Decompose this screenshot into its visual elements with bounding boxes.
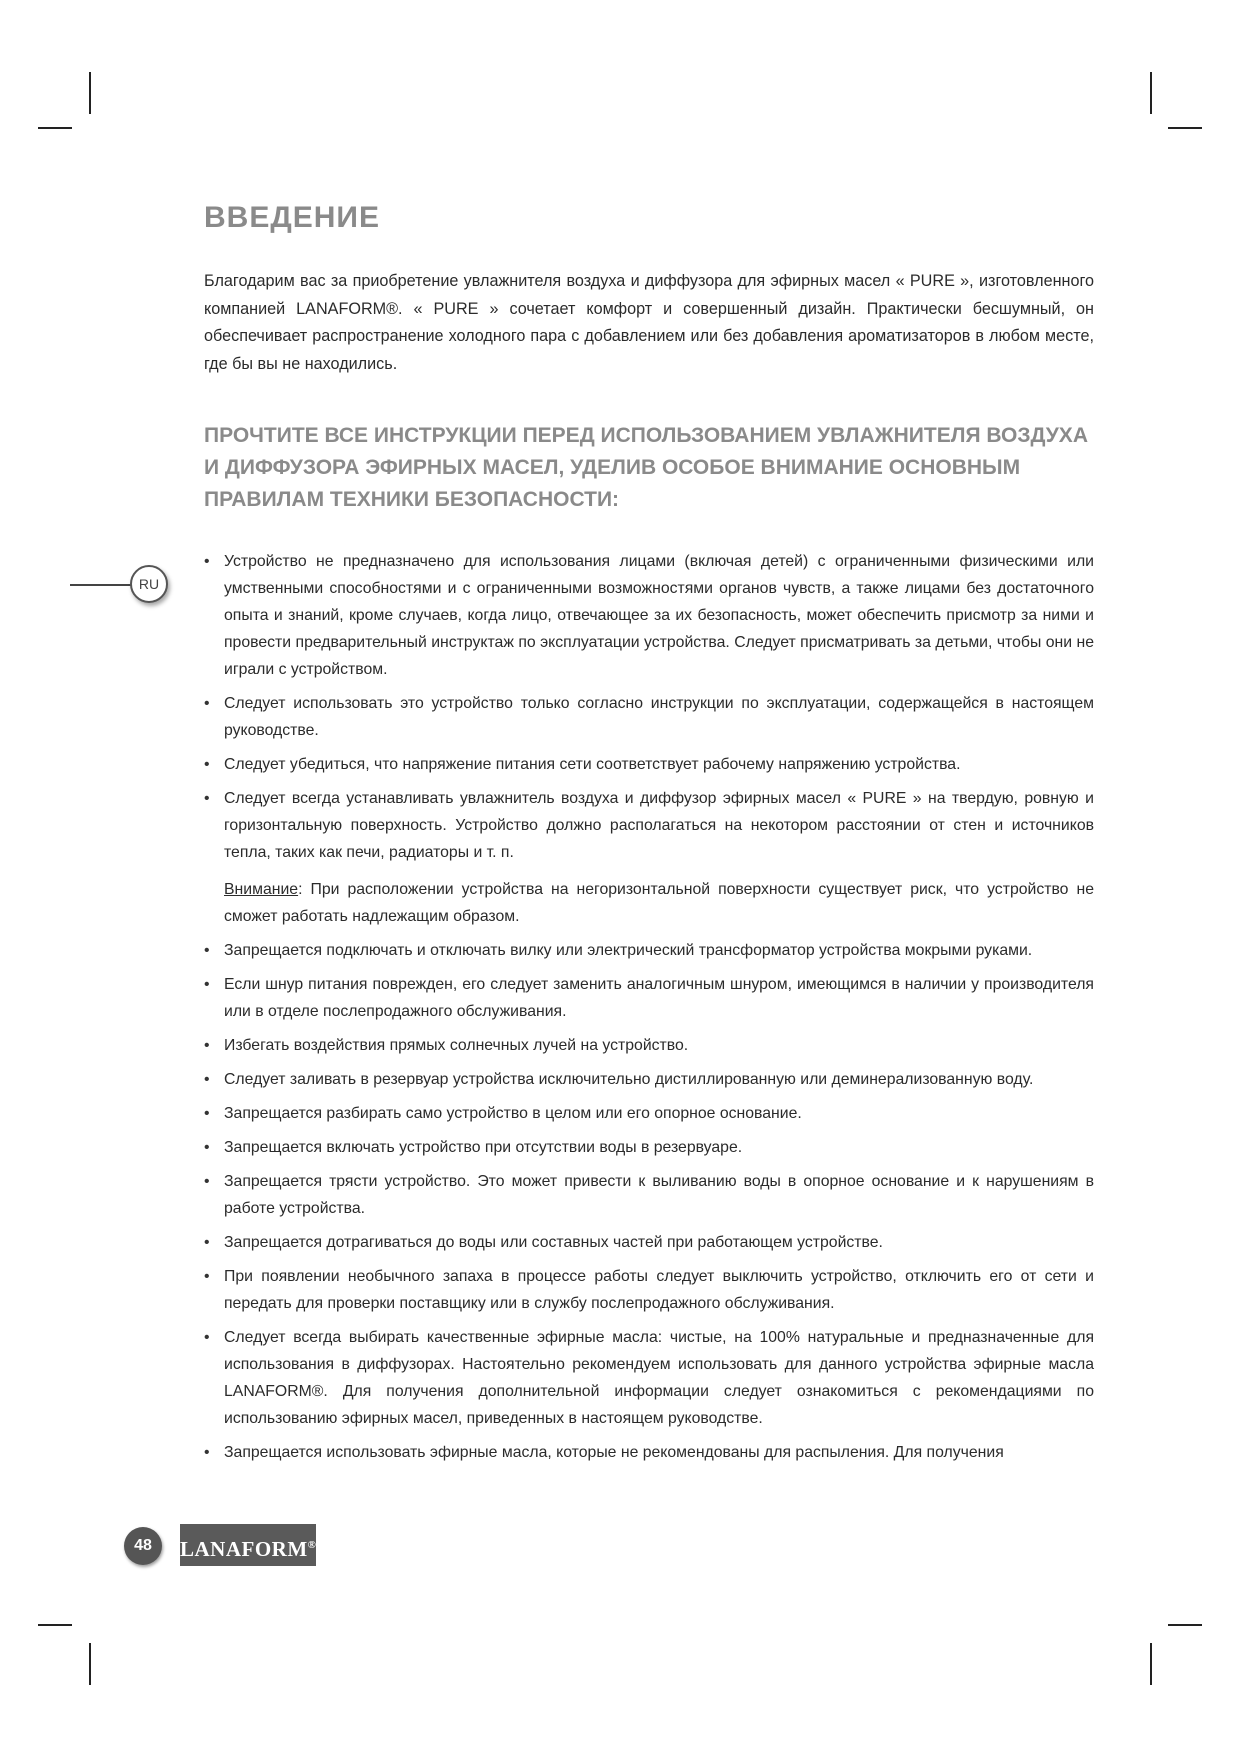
safety-heading: ПРОЧТИТЕ ВСЕ ИНСТРУКЦИИ ПЕРЕД ИСПОЛЬЗОВАНИЕМ УВЛАЖНИТЕЛЯ ВОЗДУХА И ДИФФУЗОРА ЭФИРНЫХ МАСЕЛ, УДЕЛИВ ОСОБОЕ ВНИМАНИЕ ОСНОВНЫМ ПРАВИЛАМ ТЕХНИКИ БЕЗОПАСНОСТИ: <box>204 424 1088 511</box>
safety-rule: • Запрещается использовать эфирные масла, которые не рекомендованы для распыления. Для получения <box>204 1439 1094 1466</box>
crop-mark-top-right-vertical <box>1150 72 1152 114</box>
safety-rule: • Следует всегда устанавливать увлажнитель воздуха и диффузор эфирных масел « PURE » на твердую, ровную и горизонтальную поверхность. Устройство должно располагаться на некотором расстоянии от стен и источников тепла, таких как печи, радиаторы и т. п. Внимание: При расположении устройства на негоризонтальной поверхности существует риск, что устройство не сможет работать надлежащим образом. <box>204 785 1094 930</box>
attention-label: Внимание <box>224 881 299 898</box>
crop-mark-bottom-left-horizontal <box>38 1624 72 1626</box>
crop-mark-bottom-right-vertical <box>1150 1643 1152 1685</box>
safety-rule: • Следует убедиться, что напряжение питания сети соответствует рабочему напряжению устройства. <box>204 751 1094 778</box>
crop-mark-bottom-right-horizontal <box>1168 1624 1202 1626</box>
safety-rule: • Запрещается подключать и отключать вилку или электрический трансформатор устройства мокрыми руками. <box>204 937 1094 964</box>
safety-rule: • Запрещается разбирать само устройство в целом или его опорное основание. <box>204 1100 1094 1127</box>
crop-mark-top-left-vertical <box>89 72 91 114</box>
language-marker <box>70 565 170 605</box>
safety-rule: • Устройство не предназначено для использования лицами (включая детей) с ограниченными физическими или умственными способностями и с ограниченными возможностями органов чувств, а также лицами без достаточного опыта и знаний, кроме случаев, когда лицо, отвечающее за их безопасность, может обеспечить присмотр за ними и провести предварительный инструктаж по эксплуатации устройства. Следует присматривать за детьми, чтобы они не играли с устройством. <box>204 548 1094 683</box>
page-number: 48 <box>124 1527 162 1565</box>
safety-rule: • Следует всегда выбирать качественные эфирные масла: чистые, на 100% натуральные и предназначенные для использования в диффузорах. Настоятельно рекомендуем использовать для данного устройства эфирные масла LANAFORM®. Для получения дополнительной информации следует ознакомиться с рекомендациями по использованию эфирных масел, приведенных в настоящем руководстве. <box>204 1324 1094 1432</box>
safety-rule: • При появлении необычного запаха в процессе работы следует выключить устройство, отключить его от сети и передать для проверки поставщику или в службу послепродажного обслуживания. <box>204 1263 1094 1317</box>
safety-rules-list <box>204 548 1094 1466</box>
safety-rule: • Запрещается дотрагиваться до воды или составных частей при работающем устройстве. <box>204 1229 1094 1256</box>
safety-rule: • Избегать воздействия прямых солнечных лучей на устройство. <box>204 1032 1094 1059</box>
safety-rule: • Следует использовать это устройство только согласно инструкции по эксплуатации, содержащейся в настоящем руководстве. <box>204 690 1094 744</box>
safety-rule: • Следует заливать в резервуар устройства исключительно дистиллированную или деминерализованную воду. <box>204 1066 1094 1093</box>
crop-mark-top-right-horizontal <box>1168 127 1202 129</box>
intro-paragraph: Благодарим вас за приобретение увлажнителя воздуха и диффузора для эфирных масел « PURE », изготовленного компанией LANAFORM®. « PURE » сочетает комфорт и совершенный дизайн. Практически бесшумный, он обеспечивает распространение холодного пара с добавлением или без добавления ароматизаторов в любом месте, где бы вы не находились. <box>204 272 1094 373</box>
language-marker-line <box>70 584 132 586</box>
language-badge: RU <box>130 565 168 603</box>
attention-note <box>224 876 1094 930</box>
page-title: ВВЕДЕНИЕ <box>204 201 380 234</box>
safety-rule: • Запрещается включать устройство при отсутствии воды в резервуаре. <box>204 1134 1094 1161</box>
safety-rule: • Запрещается трясти устройство. Это может привести к выливанию воды в опорное основание и к нарушениям в работе устройства. <box>204 1168 1094 1222</box>
crop-mark-bottom-left-vertical <box>89 1643 91 1685</box>
brand-logo: LANAFORM® <box>180 1524 316 1566</box>
crop-mark-top-left-horizontal <box>38 127 72 129</box>
page-content <box>204 200 1094 1473</box>
attention-text: : При расположении устройства на негоризонтальной поверхности существует риск, что устройство не сможет работать надлежащим образом. <box>224 881 1094 925</box>
safety-rule: • Если шнур питания поврежден, его следует заменить аналогичным шнуром, имеющимся в наличии у производителя или в отделе послепродажного обслуживания. <box>204 971 1094 1025</box>
